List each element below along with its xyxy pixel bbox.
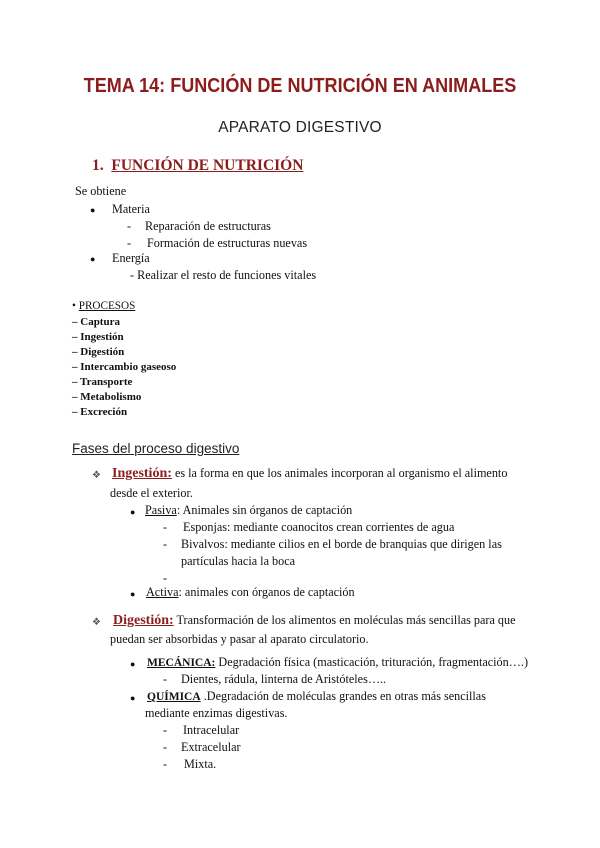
- mecanica-line: [147, 655, 528, 670]
- procesos-heading: [72, 300, 135, 312]
- dash-marker: -: [163, 571, 168, 585]
- pasiva-line: [145, 503, 352, 518]
- pasiva-text: : Animales sin órganos de captación: [176, 503, 353, 517]
- list-item: – Ingestión: [72, 331, 124, 343]
- bullet-icon: ●: [130, 589, 136, 599]
- digestion-line: [113, 613, 516, 629]
- list-item: – Transporte: [72, 376, 133, 388]
- list-item: – Metabolismo: [72, 391, 142, 403]
- list-item: Dientes, rádula, linterna de Aristóteles…..: [181, 672, 387, 686]
- list-item: – Digestión: [72, 346, 125, 358]
- dash-marker: -: [127, 219, 132, 233]
- list-item: Bivalvos: mediante cilios en el borde de branquias que dirigen las: [181, 537, 502, 551]
- quimica-line: [147, 689, 486, 704]
- list-item: – Intercambio gaseoso: [72, 361, 177, 373]
- list-item-materia: Materia: [112, 202, 150, 216]
- list-item: Mixta.: [184, 757, 217, 771]
- section-title: FUNCIÓN DE NUTRICIÓN: [111, 157, 304, 174]
- bullet-icon: ●: [130, 659, 136, 669]
- dash-marker: -: [127, 236, 132, 250]
- list-item-cont: partículas hacia la boca: [181, 554, 296, 568]
- procesos-title: PROCESOS: [78, 300, 136, 312]
- list-item: Extracelular: [181, 740, 241, 754]
- dash-marker: -: [163, 723, 168, 737]
- ingestion-text-cont: desde el exterior.: [110, 486, 193, 500]
- activa-text: : animales con órganos de captación: [178, 585, 355, 599]
- list-item: Reparación de estructuras: [145, 219, 271, 233]
- fases-heading: Fases del proceso digestivo: [72, 441, 240, 456]
- page-title: TEMA 14: FUNCIÓN DE NUTRICIÓN EN ANIMALES: [83, 74, 517, 97]
- bullet-icon: ●: [90, 205, 96, 215]
- section-number: 1.: [92, 157, 104, 174]
- digestion-text: Transformación de los alimentos en moléculas más sencillas para que: [173, 613, 516, 627]
- activa-line: [146, 585, 355, 600]
- bullet-icon: •: [72, 300, 76, 312]
- pasiva-label: Pasiva: [145, 503, 177, 517]
- section-heading: [92, 157, 303, 175]
- list-item: Esponjas: mediante coanocitos crean corrientes de agua: [183, 520, 455, 534]
- intro-text: Se obtiene: [75, 184, 127, 198]
- list-item: Intracelular: [183, 723, 240, 737]
- ingestion-text: es la forma en que los animales incorporan al organismo el alimento: [171, 466, 508, 480]
- dash-marker: -: [163, 757, 168, 771]
- dash-marker: -: [163, 520, 168, 534]
- list-item: - Realizar el resto de funciones vitales: [130, 268, 317, 282]
- diamond-icon: ❖: [92, 617, 101, 628]
- list-item: Formación de estructuras nuevas: [147, 236, 308, 250]
- digestion-label: Digestión:: [113, 613, 174, 628]
- mecanica-label: MECÁNICA:: [147, 657, 216, 669]
- bullet-icon: ●: [130, 507, 136, 517]
- mecanica-text: Degradación física (masticación, trituración, fragmentación….): [215, 655, 529, 669]
- activa-label: Activa: [146, 585, 179, 599]
- digestion-text-cont: puedan ser absorbidas y pasar al aparato circulatorio.: [110, 632, 369, 646]
- dash-marker: -: [163, 740, 168, 754]
- bullet-icon: ●: [130, 693, 136, 703]
- quimica-text: .Degradación de moléculas grandes en otras más sencillas: [200, 689, 486, 703]
- bullet-icon: ●: [90, 254, 96, 264]
- dash-marker: -: [163, 537, 168, 551]
- ingestion-label: Ingestión:: [112, 466, 172, 481]
- quimica-label: QUÍMICA: [147, 691, 201, 703]
- dash-marker: -: [163, 672, 168, 686]
- list-item-energia: Energía: [112, 251, 150, 265]
- page-subtitle: APARATO DIGESTIVO: [218, 119, 382, 136]
- list-item: – Captura: [72, 316, 120, 328]
- diamond-icon: ❖: [92, 470, 101, 481]
- list-item: – Excreción: [72, 406, 128, 418]
- ingestion-line: [112, 466, 507, 482]
- quimica-text-cont: mediante enzimas digestivas.: [145, 706, 288, 720]
